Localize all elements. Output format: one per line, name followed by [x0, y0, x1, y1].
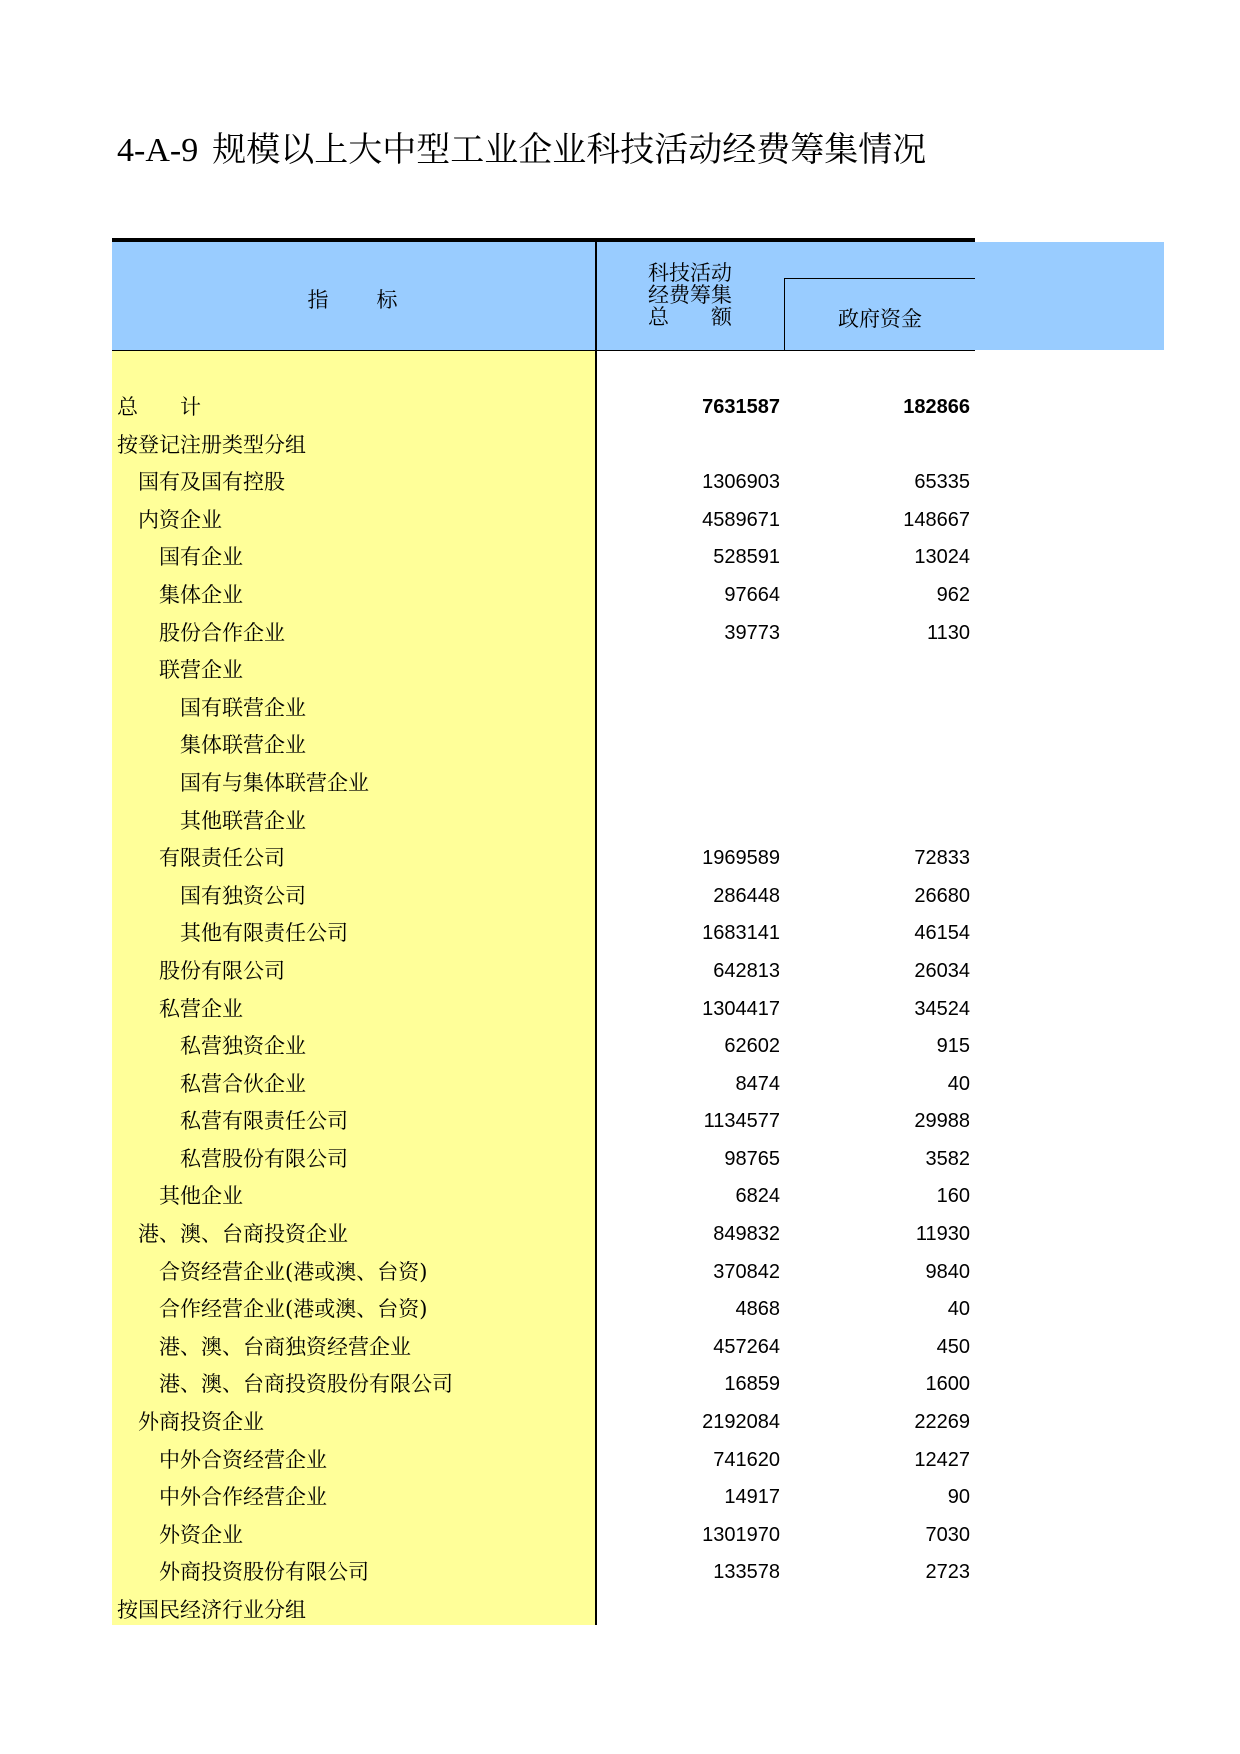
table-row [0, 915, 1240, 953]
header-divider [595, 242, 597, 351]
row-total-value: 1969589 [702, 847, 780, 870]
table-row [0, 1028, 1240, 1066]
table-row [0, 1178, 1240, 1216]
table-title-text: 规模以上大中型工业企业科技活动经费筹集情况 [212, 130, 927, 170]
row-label: 港、澳、台商投资企业 [138, 1222, 348, 1247]
row-gov-value: 1600 [925, 1373, 970, 1396]
row-total-value: 1683141 [702, 922, 780, 945]
table-row [0, 389, 1240, 427]
table-code: 4-A-9 [117, 132, 199, 169]
row-total-value: 97664 [724, 583, 780, 606]
row-gov-value: 26680 [914, 884, 970, 907]
row-gov-value: 34524 [914, 997, 970, 1020]
row-total-value: 14917 [724, 1486, 780, 1509]
row-gov-value [790, 652, 970, 690]
row-label: 其他联营企业 [180, 808, 306, 833]
table-row [0, 1366, 1240, 1404]
row-total-value: 6824 [735, 1185, 780, 1208]
row-total-value: 457264 [713, 1335, 780, 1358]
table-row [0, 1103, 1240, 1141]
row-label: 港、澳、台商投资股份有限公司 [159, 1372, 453, 1397]
table-row [0, 765, 1240, 803]
row-total-value: 2192084 [702, 1411, 780, 1434]
table-row [0, 803, 1240, 841]
row-gov-value [790, 765, 970, 803]
row-total-value: 7631587 [702, 396, 780, 418]
row-label: 有限责任公司 [159, 846, 285, 871]
table-row [0, 1592, 1240, 1630]
row-total-value: 370842 [713, 1260, 780, 1283]
column-header-total-line2: 经费筹集 [648, 283, 732, 307]
table-row [0, 727, 1240, 765]
row-total-value: 133578 [713, 1561, 780, 1584]
top-rule [112, 238, 975, 242]
table-row [0, 427, 1240, 465]
row-total-value: 528591 [713, 546, 780, 569]
row-label: 国有及国有控股 [138, 470, 285, 495]
table-row [0, 1329, 1240, 1367]
page-title [117, 122, 926, 171]
row-gov-value: 11930 [915, 1223, 970, 1246]
row-gov-value: 160 [936, 1185, 970, 1208]
row-total-value [600, 427, 780, 465]
row-gov-value: 182866 [903, 396, 970, 418]
column-header-gov-funds: 政府资金 [838, 307, 922, 331]
table-row [0, 1291, 1240, 1329]
row-gov-value [790, 690, 970, 728]
table-row [0, 1066, 1240, 1104]
row-label: 私营股份有限公司 [180, 1146, 348, 1171]
table-body [0, 389, 1240, 1630]
row-label: 集体企业 [159, 582, 243, 607]
row-total-value: 4589671 [702, 508, 780, 531]
table-row [0, 464, 1240, 502]
row-gov-value: 40 [947, 1072, 970, 1095]
table-row [0, 1216, 1240, 1254]
row-gov-value: 46154 [914, 922, 970, 945]
row-label: 总 计 [117, 395, 201, 419]
row-label: 国有企业 [159, 545, 243, 570]
row-total-value: 1306903 [702, 471, 780, 494]
table-row [0, 539, 1240, 577]
column-header-total-line1: 科技活动 [648, 261, 732, 285]
row-label: 集体联营企业 [180, 733, 306, 758]
row-label: 外商投资股份有限公司 [159, 1560, 369, 1585]
table-row [0, 991, 1240, 1029]
row-gov-value: 12427 [914, 1448, 970, 1471]
row-total-value [600, 803, 780, 841]
row-label: 中外合作经营企业 [159, 1485, 327, 1510]
table-row [0, 1141, 1240, 1179]
row-label: 联营企业 [159, 658, 243, 683]
row-gov-value: 148667 [903, 508, 970, 531]
row-label: 合作经营企业(港或澳、台资) [159, 1297, 428, 1322]
row-total-value: 642813 [713, 959, 780, 982]
table-row [0, 577, 1240, 615]
table-row [0, 1442, 1240, 1480]
row-label: 其他企业 [159, 1184, 243, 1209]
row-label: 国有与集体联营企业 [180, 770, 369, 795]
row-label: 外商投资企业 [138, 1410, 264, 1435]
row-total-value: 8474 [735, 1072, 780, 1095]
row-label: 私营有限责任公司 [180, 1109, 348, 1134]
row-gov-value: 2723 [925, 1561, 970, 1584]
row-total-value [600, 1592, 780, 1630]
row-total-value: 1304417 [702, 997, 780, 1020]
row-label: 私营合伙企业 [180, 1071, 306, 1096]
row-label: 国有联营企业 [180, 695, 306, 720]
row-gov-value [790, 803, 970, 841]
row-total-value [600, 690, 780, 728]
table-row [0, 953, 1240, 991]
row-total-value: 286448 [713, 884, 780, 907]
row-gov-value: 40 [947, 1298, 970, 1321]
table-row [0, 1254, 1240, 1292]
row-label: 港、澳、台商独资经营企业 [159, 1334, 411, 1359]
row-gov-value: 29988 [914, 1110, 970, 1133]
row-gov-value: 26034 [914, 959, 970, 982]
row-gov-value [790, 727, 970, 765]
row-total-value: 62602 [724, 1035, 780, 1058]
row-gov-value: 90 [947, 1486, 970, 1509]
table-row [0, 1404, 1240, 1442]
row-total-value: 741620 [713, 1448, 780, 1471]
table-row [0, 1479, 1240, 1517]
row-total-value [600, 652, 780, 690]
row-gov-value [790, 427, 970, 465]
row-label: 股份合作企业 [159, 620, 285, 645]
row-label: 按登记注册类型分组 [117, 432, 306, 457]
row-gov-value: 13024 [914, 546, 970, 569]
row-total-value: 16859 [724, 1373, 780, 1396]
row-label: 外资企业 [159, 1522, 243, 1547]
row-label: 其他有限责任公司 [180, 921, 348, 946]
row-total-value: 1134577 [703, 1110, 780, 1133]
row-gov-value: 7030 [925, 1523, 970, 1546]
table-row [0, 878, 1240, 916]
row-gov-value: 450 [936, 1335, 970, 1358]
row-total-value: 39773 [724, 621, 780, 644]
table-row [0, 1554, 1240, 1592]
table-row [0, 615, 1240, 653]
row-label: 私营企业 [159, 996, 243, 1021]
row-gov-value: 72833 [914, 847, 970, 870]
table-row [0, 502, 1240, 540]
row-label: 内资企业 [138, 507, 222, 532]
table-row [0, 1517, 1240, 1555]
row-label: 私营独资企业 [180, 1034, 306, 1059]
row-gov-value: 1130 [926, 621, 970, 644]
column-header-total [620, 262, 760, 328]
row-label: 中外合资经营企业 [159, 1447, 327, 1472]
row-gov-value [790, 1592, 970, 1630]
row-label: 按国民经济行业分组 [117, 1598, 306, 1622]
row-gov-value: 915 [936, 1035, 970, 1058]
row-label: 股份有限公司 [159, 958, 285, 983]
row-total-value [600, 765, 780, 803]
row-gov-value: 3582 [925, 1147, 970, 1170]
header-subgroup-rule [784, 278, 975, 279]
row-label: 合资经营企业(港或澳、台资) [159, 1259, 428, 1284]
table-row [0, 840, 1240, 878]
row-total-value: 1301970 [702, 1523, 780, 1546]
row-gov-value: 9840 [925, 1260, 970, 1283]
row-label: 国有独资公司 [180, 883, 306, 908]
column-header-indicator: 指 标 [307, 288, 400, 312]
row-total-value [600, 727, 780, 765]
row-gov-value: 22269 [914, 1411, 970, 1434]
table-row [0, 652, 1240, 690]
row-gov-value: 962 [936, 583, 970, 606]
column-header-total-line3: 总 额 [648, 305, 732, 329]
row-total-value: 98765 [724, 1147, 780, 1170]
row-gov-value: 65335 [914, 471, 970, 494]
row-total-value: 4868 [735, 1298, 780, 1321]
row-total-value: 849832 [713, 1223, 780, 1246]
table-row [0, 690, 1240, 728]
